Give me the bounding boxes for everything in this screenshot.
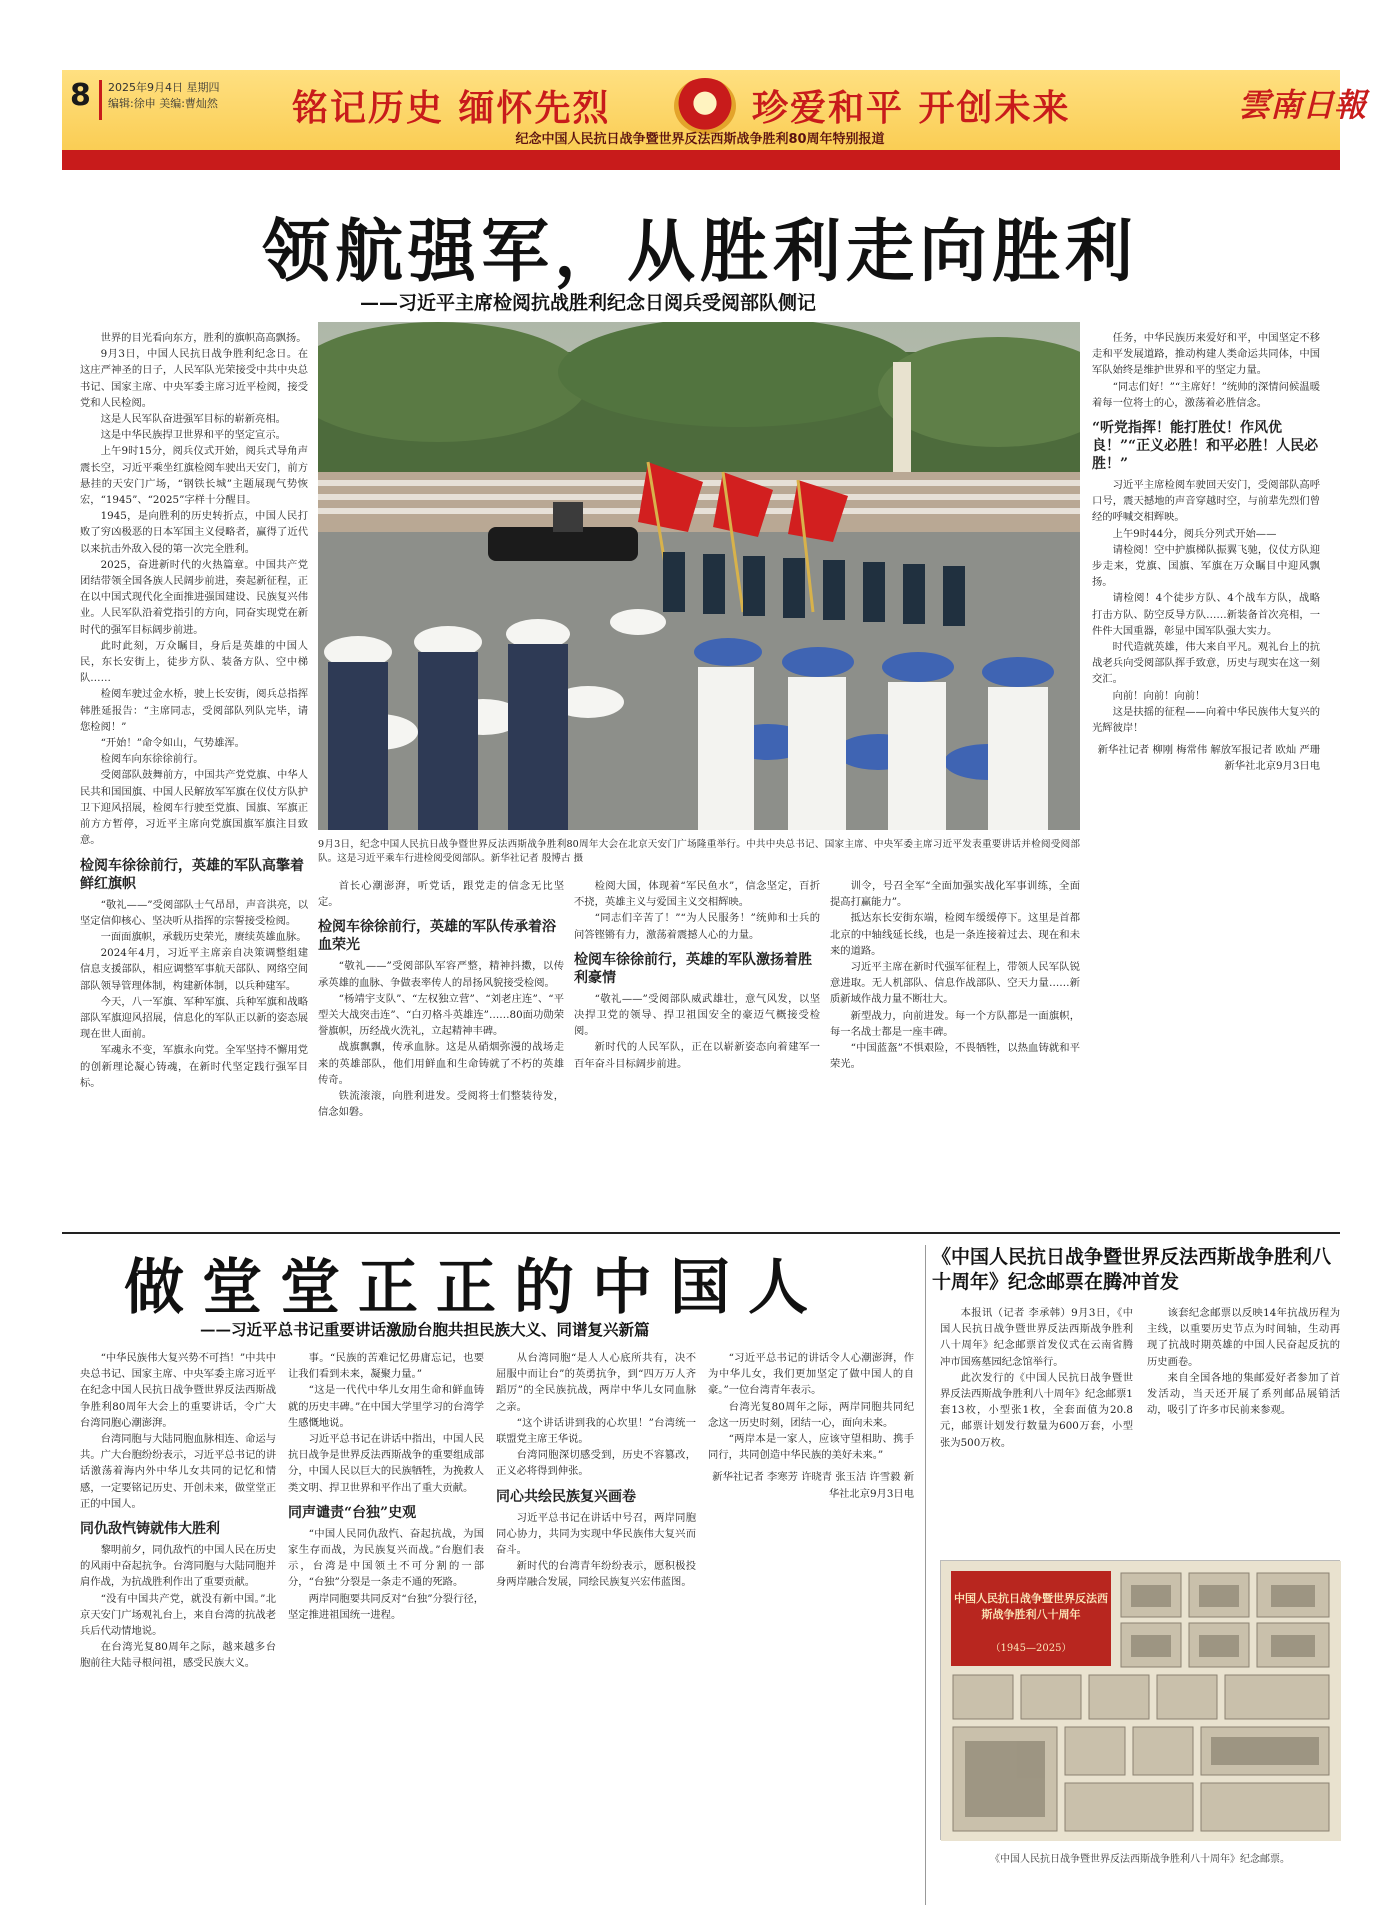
paragraph: “同志们好！”“主席好！”统帅的深情问候温暖着每一位将士的心，激荡着必胜信念。 — [1092, 380, 1320, 409]
paragraph: 首长心潮澎湃，听党话，跟党走的信念无比坚定。 — [318, 880, 564, 909]
header-divider — [99, 80, 102, 120]
newspaper-masthead: 雲南日報 — [1238, 86, 1367, 124]
paragraph: 两岸同胞要共同反对“台独”分裂行径，坚定推进祖国统一进程。 — [288, 1592, 484, 1621]
paragraph: 抵达东长安街东端，检阅车缓缓停下。这里是首都北京的中轴线延长线，也是一条连接着过去、现在和未来的道路。 — [830, 912, 1080, 957]
article1-column-mid3 — [830, 878, 1080, 1222]
paragraph: 习近平总书记在讲话中号召，两岸同胞同心协力，共同为实现中华民族伟大复兴而奋斗。 — [496, 1511, 696, 1557]
paragraph: 世界的目光看向东方，胜利的旗帜高高飘扬。 — [100, 332, 307, 344]
stamp-caption: 《中国人民抗日战争暨世界反法西斯战争胜利八十周年》纪念邮票。 — [990, 1854, 1290, 1865]
paragraph: 台湾同胞与大陆同胞血脉相连、命运与共。广大台胞纷纷表示，习近平总书记的讲话激荡着海内外中华儿女共同的记忆和情感，一定要铭记历史、开创未来，做堂堂正正的中国人。 — [80, 1433, 276, 1510]
paragraph: 此时此刻，万众瞩目，身后是英雄的中国人民，东长安街上，徒步方队、装备方队、空中梯队…… — [80, 639, 308, 685]
paragraph: “中华民族伟大复兴势不可挡！”中共中央总书记、国家主席、中央军委主席习近平在纪念中国人民抗日战争暨世界反法西斯战争胜利80周年大会上的重要讲话，令广大台湾同胞心潮澎湃。 — [80, 1352, 276, 1429]
paragraph: 受阅部队鼓舞前方，中国共产党党旗、中华人民共和国国旗、中国人民解放军军旗在仪仗方队护卫下迎风招展，检阅车行驶至党旗、国旗、军旗正前方方暂停，习近平主席向党旗国旗军旗注目致意。 — [80, 769, 308, 847]
paragraph: 这是人民军队奋进强军目标的崭新亮相。 — [100, 413, 286, 426]
paragraph: 向前！向前！向前！ — [1112, 689, 1206, 702]
paragraph: “这是一代代中华儿女用生命和鲜血铸就的历史丰碑。”在中国大学里学习的台湾学生感慨地说。 — [288, 1384, 484, 1429]
section-heading: 同声谴责“台独”史观 — [288, 1504, 417, 1521]
paragraph: 新时代的台湾青年纷纷表示，愿积极投身两岸融合发展，同绘民族复兴宏伟蓝图。 — [496, 1560, 696, 1589]
paragraph: “敬礼——”受阅部队士气昂昂，声音洪亮，以坚定信仰核心、坚决听从指挥的宗誓接受检阅。 — [80, 898, 308, 927]
photo-caption: 9月3日，纪念中国人民抗日战争暨世界反法西斯战争胜利80周年大会在北京天安门广场隆重举行。中共中央总书记、国家主席、中央军委主席习近平发表重要讲话并检阅受阅部队。这是习近平乘车行进检阅受阅部队。新华社记者 殷博古 摄 — [318, 839, 1080, 864]
stamp-article-body — [940, 1305, 1340, 1550]
paragraph: “开始！”命令如山，气势雄浑。 — [100, 737, 245, 750]
article1-column-right — [1092, 330, 1320, 1222]
article1-column-mid2 — [574, 878, 820, 1222]
article2-column-1 — [80, 1350, 276, 1910]
second-subheadline: ——习近平总书记重要讲话激励台胞共担民族大义、同谱复兴新篇 — [200, 1320, 650, 1339]
paragraph: 1945，是向胜利的历史转折点，中国人民打败了穷凶极恶的日本军国主义侵略者，赢得了近代以来抗击外敌入侵的第一次完全胜利。 — [80, 510, 308, 555]
article1-column-left — [80, 330, 308, 1222]
paragraph: 任务，中华民族历来爱好和平，中国坚定不移走和平发展道路，推动构建人类命运共同体，中国军队始终是维护世界和平的坚定力量。 — [1092, 332, 1320, 377]
article1-column-mid1 — [318, 878, 564, 1222]
paragraph: 本报讯（记者 李承韩）9月3日，《中国人民抗日战争暨世界反法西斯战争胜利八十周年》纪念邮票首发仪式在云南省腾冲市国殇墓园纪念馆举行。 — [940, 1307, 1133, 1368]
paragraph: 检阅车向东徐徐前行。 — [100, 753, 204, 766]
stamp-article-headline: 《中国人民抗日战争暨世界反法西斯战争胜利八十周年》纪念邮票在腾冲首发 — [932, 1246, 1332, 1293]
paragraph: 训令，号召全军“全面加强实战化军事训练，全面提高打赢能力”。 — [830, 880, 1080, 909]
paragraph: 习近平主席在新时代强军征程上，带领人民军队锐意进取。无人机部队、信息作战部队、空天力量……新质新域作战力量不断壮大。 — [830, 961, 1080, 1006]
paragraph: 事。“民族的苦难记忆毋庸忘记，也要让我们看到未来，凝聚力量。” — [288, 1352, 484, 1381]
paragraph: “同志们辛苦了！”“为人民服务！”统帅和士兵的问答铿锵有力，激荡着震撼人心的力量。 — [574, 912, 820, 941]
paragraph: 上午9时44分，阅兵分列式开始—— — [1112, 527, 1277, 540]
section-heading: “听党指挥！能打胜仗！作风优良！”“正义必胜！和平必胜！人民必胜！” — [1092, 420, 1319, 473]
paragraph: 上午9时15分，阅兵仪式开始，阅兵式导角声震长空，习近平乘坐红旗检阅车驶出天安门，前方悬挂的天安门广场，“钢铁长城”主题展现气势恢宏，“1945”、“2025”字样十分醒目。 — [80, 445, 308, 507]
paragraph: “两岸本是一家人，应该守望相助、携手同行，共同创造中华民族的美好未来。” — [708, 1433, 914, 1462]
section-heading: 检阅车徐徐前行，英雄的军队传承着浴血荣光 — [318, 919, 556, 954]
editor-credit: 编辑:徐申 美编:曹灿然 — [108, 97, 218, 110]
issue-date: 2025年9月4日 星期四 — [108, 81, 220, 94]
paragraph: 这是扶摇的征程——向着中华民族伟大复兴的光辉彼岸！ — [1092, 705, 1320, 735]
paragraph: 来自全国各地的集邮爱好者参加了首发活动，当天还开展了系列邮品展销活动，吸引了许多市民前来参观。 — [1147, 1371, 1340, 1417]
photo-illustration — [318, 322, 1080, 830]
section-heading: 同仇敌忾铸就伟大胜利 — [80, 1521, 220, 1538]
section-heading: 检阅车徐徐前行，英雄的军队激扬着胜利豪情 — [574, 951, 812, 986]
paragraph: 黎明前夕，同仇敌忾的中国人民在历史的风雨中奋起抗争。台湾同胞与大陆同胞并肩作战，为抗战胜利作出了重要贡献。 — [80, 1544, 276, 1589]
paragraph: 检阅车驶过金水桥，驶上长安街，阅兵总指挥韩胜延报告：“主席同志，受阅部队列队完毕，请您检阅！” — [80, 688, 308, 733]
paragraph: 新型战力，向前进发。每一个方队都是一面旗帜，每一名战士都是一座丰碑。 — [830, 1009, 1080, 1038]
paragraph: 该套纪念邮票以反映14年抗战历程为主线，以重要历史节点为时间轴，生动再现了抗战时期英雄的中国人民奋起反抗的历史画卷。 — [1147, 1307, 1340, 1368]
article2-column-3 — [496, 1350, 696, 1910]
paragraph: “中国蓝盔”不惧艰险，不畏牺牲，以热血铸就和平荣光。 — [830, 1042, 1080, 1071]
paragraph: 此次发行的《中国人民抗日战争暨世界反法西斯战争胜利八十周年》纪念邮票1套13枚，小型张1枚，全套面值为20.8元，邮票计划发行数量为600万套，小型张为500万枚。 — [940, 1371, 1133, 1449]
paragraph: 请检阅！空中护旗梯队振翼飞驰，仪仗方队迎步走来，党旗、国旗、军旗在万众瞩目中迎风飘扬。 — [1092, 543, 1320, 589]
article2-column-2 — [288, 1350, 484, 1910]
header-red-bar — [62, 150, 1340, 170]
section-heading: 检阅车徐徐前行，英雄的军队高擎着鲜红旗帜 — [80, 857, 304, 892]
paragraph: 台湾光复80周年之际，两岸同胞共同纪念这一历史时刻，团结一心，面向未来。 — [708, 1400, 914, 1429]
date-block — [108, 80, 220, 112]
paragraph: 战旗飘飘，传承血脉。这是从硝烟弥漫的战场走来的英雄部队，他们用鲜血和生命铸就了不朽的英雄传奇。 — [318, 1041, 564, 1086]
parade-review-photo — [318, 322, 1080, 830]
paragraph: 习近平主席检阅车驶回天安门，受阅部队高呼口号，震天撼地的声音穿越时空，与前辈先烈们曾经的呼喊交相辉映。 — [1092, 479, 1320, 524]
paragraph: 铁流滚滚，向胜利进发。受阅将士们整装待发，信念如磐。 — [318, 1090, 564, 1119]
anniversary-emblem-icon — [674, 78, 736, 134]
stamp-sheet-years: （1945—2025） — [990, 1643, 1072, 1654]
article2-column-4 — [708, 1350, 914, 1910]
paragraph: “没有中国共产党，就没有新中国。”北京天安门广场观礼台上，来自台湾的抗战老兵后代动情地说。 — [80, 1592, 276, 1638]
paragraph: “这个讲话讲到我的心坎里！”台湾统一联盟党主席王华说。 — [496, 1416, 696, 1446]
paragraph: “中国人民同仇敌忾、奋起抗战，为国家生存而战，为民族复兴而战。”台胞们表示，台湾是中国领土不可分割的一部分，“台独”分裂是一条走不通的死路。 — [288, 1527, 484, 1589]
article-byline: 新华社记者 柳刚 梅常伟 解放军报记者 欧灿 严珊 新华社北京9月3日电 — [1097, 744, 1320, 773]
page-number: 8 — [70, 78, 91, 113]
main-subheadline: ——习近平主席检阅抗战胜利纪念日阅兵受阅部队侧记 — [360, 292, 817, 314]
paragraph: 从台湾同胞“是人人心底所共有，决不屈服中而让台”的英勇抗争，到“四万万人齐蹈厉”的全民族抗战，两岸中华儿女同血脉之亲。 — [496, 1352, 696, 1413]
paragraph: 2024年4月，习近平主席亲自决策调整组建信息支援部队，相应调整军事航天部队、网络空间部队领导管理体制，构建新体制，以兵种建军。 — [80, 947, 308, 992]
column-divider — [925, 1245, 926, 1905]
paragraph: 2025，奋进新时代的火热篇章。中国共产党团结带领全国各族人民阔步前进，奏起新征程，正在以中国式现代化全面推进强国建设、民族复兴伟业。人民军队沿着党指引的方向，同奋实现党在新时代的强军目标阔步前进。 — [80, 558, 308, 636]
paragraph: 一面面旗帜，承载历史荣光，赓续英雄血脉。 — [100, 930, 307, 943]
paragraph: 在台湾光复80周年之际，越来越多台胞前往大陆寻根问祖，感受民族大义。 — [80, 1641, 276, 1670]
special-report-subtitle: 纪念中国人民抗日战争暨世界反法西斯战争胜利80周年特别报道 — [515, 132, 885, 147]
main-headline: 领航强军，从胜利走向胜利 — [261, 212, 1138, 292]
paragraph: 9月3日，中国人民抗日战争胜利纪念日。在这庄严神圣的日子，人民军队光荣接受中共中央总书记、国家主席、中央军委主席习近平检阅，接受党和人民检阅。 — [80, 348, 308, 409]
paragraph: 检阅大国，体现着“军民鱼水”，信念坚定，百折不挠，英雄主义与爱国主义交相辉映。 — [574, 880, 820, 909]
slogan-right: 珍爱和平 开创未来 — [752, 87, 1071, 129]
article-byline: 新华社记者 李寒芳 许晓青 张玉洁 许雪毅 新华社北京9月3日电 — [712, 1471, 914, 1500]
paragraph: 新时代的人民军队，正在以崭新姿态向着建军一百年奋斗目标阔步前进。 — [574, 1041, 820, 1070]
paragraph: “习近平总书记的讲话令人心潮澎湃，作为中华儿女，我们更加坚定了做中国人的自豪。”一位台湾青年表示。 — [708, 1352, 914, 1397]
second-headline: 做堂堂正正的中国人 — [124, 1253, 826, 1323]
slogan-left: 铭记历史 缅怀先烈 — [292, 87, 611, 129]
paragraph: 这是中华民族捍卫世界和平的坚定宣示。 — [100, 429, 286, 442]
paragraph: 请检阅！4个徒步方队、4个战车方队，战略打击方队、防空反导方队……新装备首次亮相，一件件大国重器，彰显中国军队强大实力。 — [1092, 592, 1320, 637]
stamp-sheet-image — [940, 1560, 1340, 1840]
paragraph: 习近平总书记在讲话中指出，中国人民抗日战争是世界反法西斯战争的重要组成部分，中国人民以巨大的民族牺牲，为挽救人类文明、捍卫世界和平作出了重大贡献。 — [288, 1433, 484, 1494]
paragraph: 台湾同胞深切感受到，历史不容篡改，正义必将得到伸张。 — [496, 1449, 696, 1478]
paragraph: 军魂永不变，军旗永向党。全军坚持不懈用党的创新理论凝心铸魂，在新时代坚定践行强军目标。 — [80, 1044, 308, 1089]
stamp-sheet-title: 中国人民抗日战争暨世界反法西斯战争胜利八十周年 — [954, 1592, 1108, 1621]
paragraph: 今天，八一军旗、军种军旗、兵种军旗和战略部队军旗迎风招展，信息化的军队正以新的姿态展现在世人面前。 — [80, 995, 308, 1041]
paragraph: “杨靖宇支队”、“左权独立营”、“刘老庄连”、“平型关大战突击连”、“白刃格斗英雄连”……80面功勋荣誉旗帜，历经战火洗礼，立起精神丰碑。 — [318, 992, 564, 1038]
section-heading: 同心共绘民族复兴画卷 — [496, 1488, 636, 1505]
paragraph: “敬礼——”受阅部队军容严整，精神抖擞，以传承英雄的血脉、争做表率传人的昂扬风貌接受检阅。 — [318, 960, 564, 989]
paragraph: “敬礼——”受阅部队威武雄壮，意气风发，以坚决捍卫党的领导、捍卫祖国安全的豪迈气概接受检阅。 — [574, 992, 820, 1038]
section-separator — [62, 1232, 1340, 1234]
paragraph: 时代造就英雄，伟大来自平凡。观礼台上的抗战老兵向受阅部队挥手致意，历史与现实在这一刻交汇。 — [1092, 641, 1320, 686]
